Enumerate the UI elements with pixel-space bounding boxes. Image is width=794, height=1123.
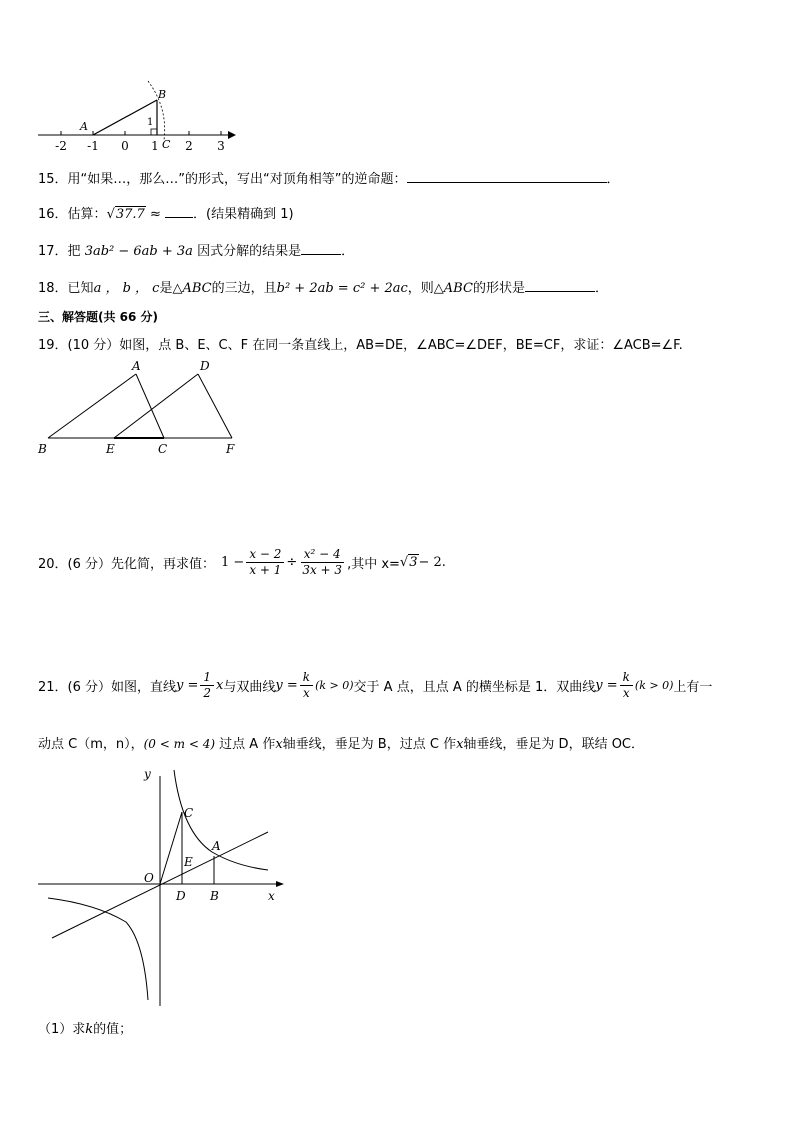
math-triangle: △ABC [172, 281, 212, 296]
point-label-e: E [184, 855, 193, 869]
question-16 [38, 203, 294, 222]
tick-label: 3 [217, 139, 225, 153]
fraction-denominator: 3x + 3 [302, 563, 343, 577]
question-number: 18． [38, 281, 68, 296]
question-text: 的三边，且 [211, 281, 277, 296]
question-21-part-1 [38, 1018, 132, 1037]
question-text: 上有一 [673, 680, 713, 695]
point-label-c: C [162, 138, 171, 151]
question-text: 把 [67, 244, 81, 259]
question-text: 用“如果…，那么…”的形式，写出“对顶角相等”的逆命题： [67, 172, 407, 187]
point-label-a: A [212, 839, 221, 853]
question-number: 19． [38, 338, 68, 353]
math-condition: (0 < m < 4) [143, 737, 216, 751]
math-term: x [275, 737, 283, 752]
question-text: 与双曲线 [223, 680, 276, 695]
fraction-denominator: x [622, 686, 630, 700]
fraction [299, 547, 345, 578]
math-expression: 3ab² − 6ab + 3a [84, 244, 193, 259]
answer-blank [165, 205, 193, 218]
question-text: (10 分）如图，点 B、E、C、F 在同一条直线上，AB=DE，∠ABC=∠DEF，BE=CF，求证：∠ACB=∠F. [67, 338, 683, 353]
question-21 [38, 670, 712, 701]
question-text: 交于 A 点，且点 A 的横坐标是 1．双曲线 [353, 680, 596, 695]
question-text: 轴垂线，垂足为 B，过点 C 作 [282, 737, 457, 752]
math-term: y = [176, 678, 199, 693]
question-17 [38, 240, 354, 259]
math-term: − 2. [418, 555, 446, 570]
figure-number-line [36, 78, 246, 158]
fraction-numerator: x − 2 [246, 547, 284, 563]
tick-label: 0 [121, 139, 129, 153]
question-text: 是 [159, 281, 173, 296]
tick-label: -1 [87, 139, 99, 153]
math-triangle: △ABC [433, 281, 473, 296]
point-label-a: A [80, 120, 88, 133]
question-text: ，则 [407, 281, 434, 296]
math-term: k [85, 1022, 94, 1037]
question-text: 因式分解的结果是 [197, 244, 302, 259]
question-number: 15． [38, 172, 68, 187]
answer-blank [407, 170, 607, 183]
point-label-b: B [158, 88, 167, 101]
answer-blank [525, 279, 595, 292]
question-note: ．(结果精确到 1) [193, 207, 294, 222]
question-number: 17． [38, 244, 68, 259]
question-text: (6 分）先化简，再求值： [67, 557, 216, 572]
math-term: x [216, 678, 224, 693]
fraction [246, 547, 284, 578]
point-label-d: D [176, 889, 186, 903]
math-condition: (k > 0) [315, 679, 354, 692]
fraction [300, 670, 313, 701]
point-label-o: O [144, 871, 154, 885]
radicand: 3 [409, 555, 418, 570]
fraction-numerator: k [300, 670, 313, 686]
question-number: 16． [38, 207, 68, 222]
fraction [200, 670, 214, 701]
fraction-denominator: x [303, 686, 310, 700]
math-condition: (k > 0) [634, 679, 674, 692]
radicand: 37.7 [115, 207, 145, 222]
math-term: 1 − [221, 555, 245, 570]
point-label-c: C [184, 806, 194, 820]
point-label-f: F [226, 442, 235, 456]
figure-hyperbola [36, 762, 292, 1012]
answer-blank [301, 242, 341, 255]
math-equation: b² + 2ab = c² + 2ac [276, 281, 408, 296]
question-number: 21． [38, 680, 68, 695]
axis-label-x: x [268, 889, 275, 903]
period: ． [594, 281, 608, 296]
tick-label: -2 [55, 139, 67, 153]
fraction-numerator: x² − 4 [301, 547, 344, 563]
math-term: y = [275, 678, 298, 693]
point-label-d: D [200, 359, 210, 373]
question-text: 轴垂线，垂足为 D，联结 OC． [463, 737, 645, 752]
question-text: 的形状是 [472, 281, 525, 296]
segment-label-1: 1 [147, 117, 154, 128]
question-text: 已知 [67, 281, 94, 296]
approx-sign: ≈ [149, 207, 161, 222]
question-18 [38, 277, 608, 296]
sqrt-expression: √37.7 [106, 207, 145, 222]
question-19 [38, 334, 683, 353]
point-label-b: B [210, 889, 219, 903]
question-15 [38, 168, 620, 187]
point-label-c: C [158, 442, 168, 456]
fraction-numerator: 1 [200, 670, 214, 686]
math-term: y = [595, 678, 618, 693]
tick-label: 2 [185, 139, 193, 153]
question-20 [38, 547, 446, 578]
axis-label-y: y [144, 767, 151, 781]
point-label-a: A [132, 359, 141, 373]
fraction-denominator: x + 1 [249, 563, 282, 577]
question-text: （1）求 [38, 1022, 86, 1037]
math-term: x [456, 737, 464, 752]
period: ． [341, 244, 355, 259]
tick-label: 1 [151, 139, 159, 153]
question-text: 估算： [67, 207, 107, 222]
point-label-b: B [38, 442, 47, 456]
fraction-numerator: k [620, 670, 633, 686]
point-label-e: E [106, 442, 115, 456]
fraction [620, 670, 633, 701]
section-title: 三、解答题(共 66 分) [38, 310, 159, 324]
question-text: 过点 A 作 [219, 737, 276, 752]
sqrt-expression: √3 [399, 555, 418, 570]
question-text: ,其中 x= [347, 557, 400, 572]
period: ． [606, 172, 620, 187]
divide-sign: ÷ [286, 555, 298, 570]
math-vars: a ， b ， c [93, 281, 160, 296]
question-21-line2 [38, 733, 644, 752]
question-text: 的值； [93, 1022, 133, 1037]
question-text: (6 分）如图，直线 [67, 680, 177, 695]
question-text: 动点 C（m，n）， [38, 737, 144, 752]
question-number: 20． [38, 557, 68, 572]
fraction-denominator: 2 [203, 686, 212, 700]
figure-triangles [36, 358, 246, 458]
